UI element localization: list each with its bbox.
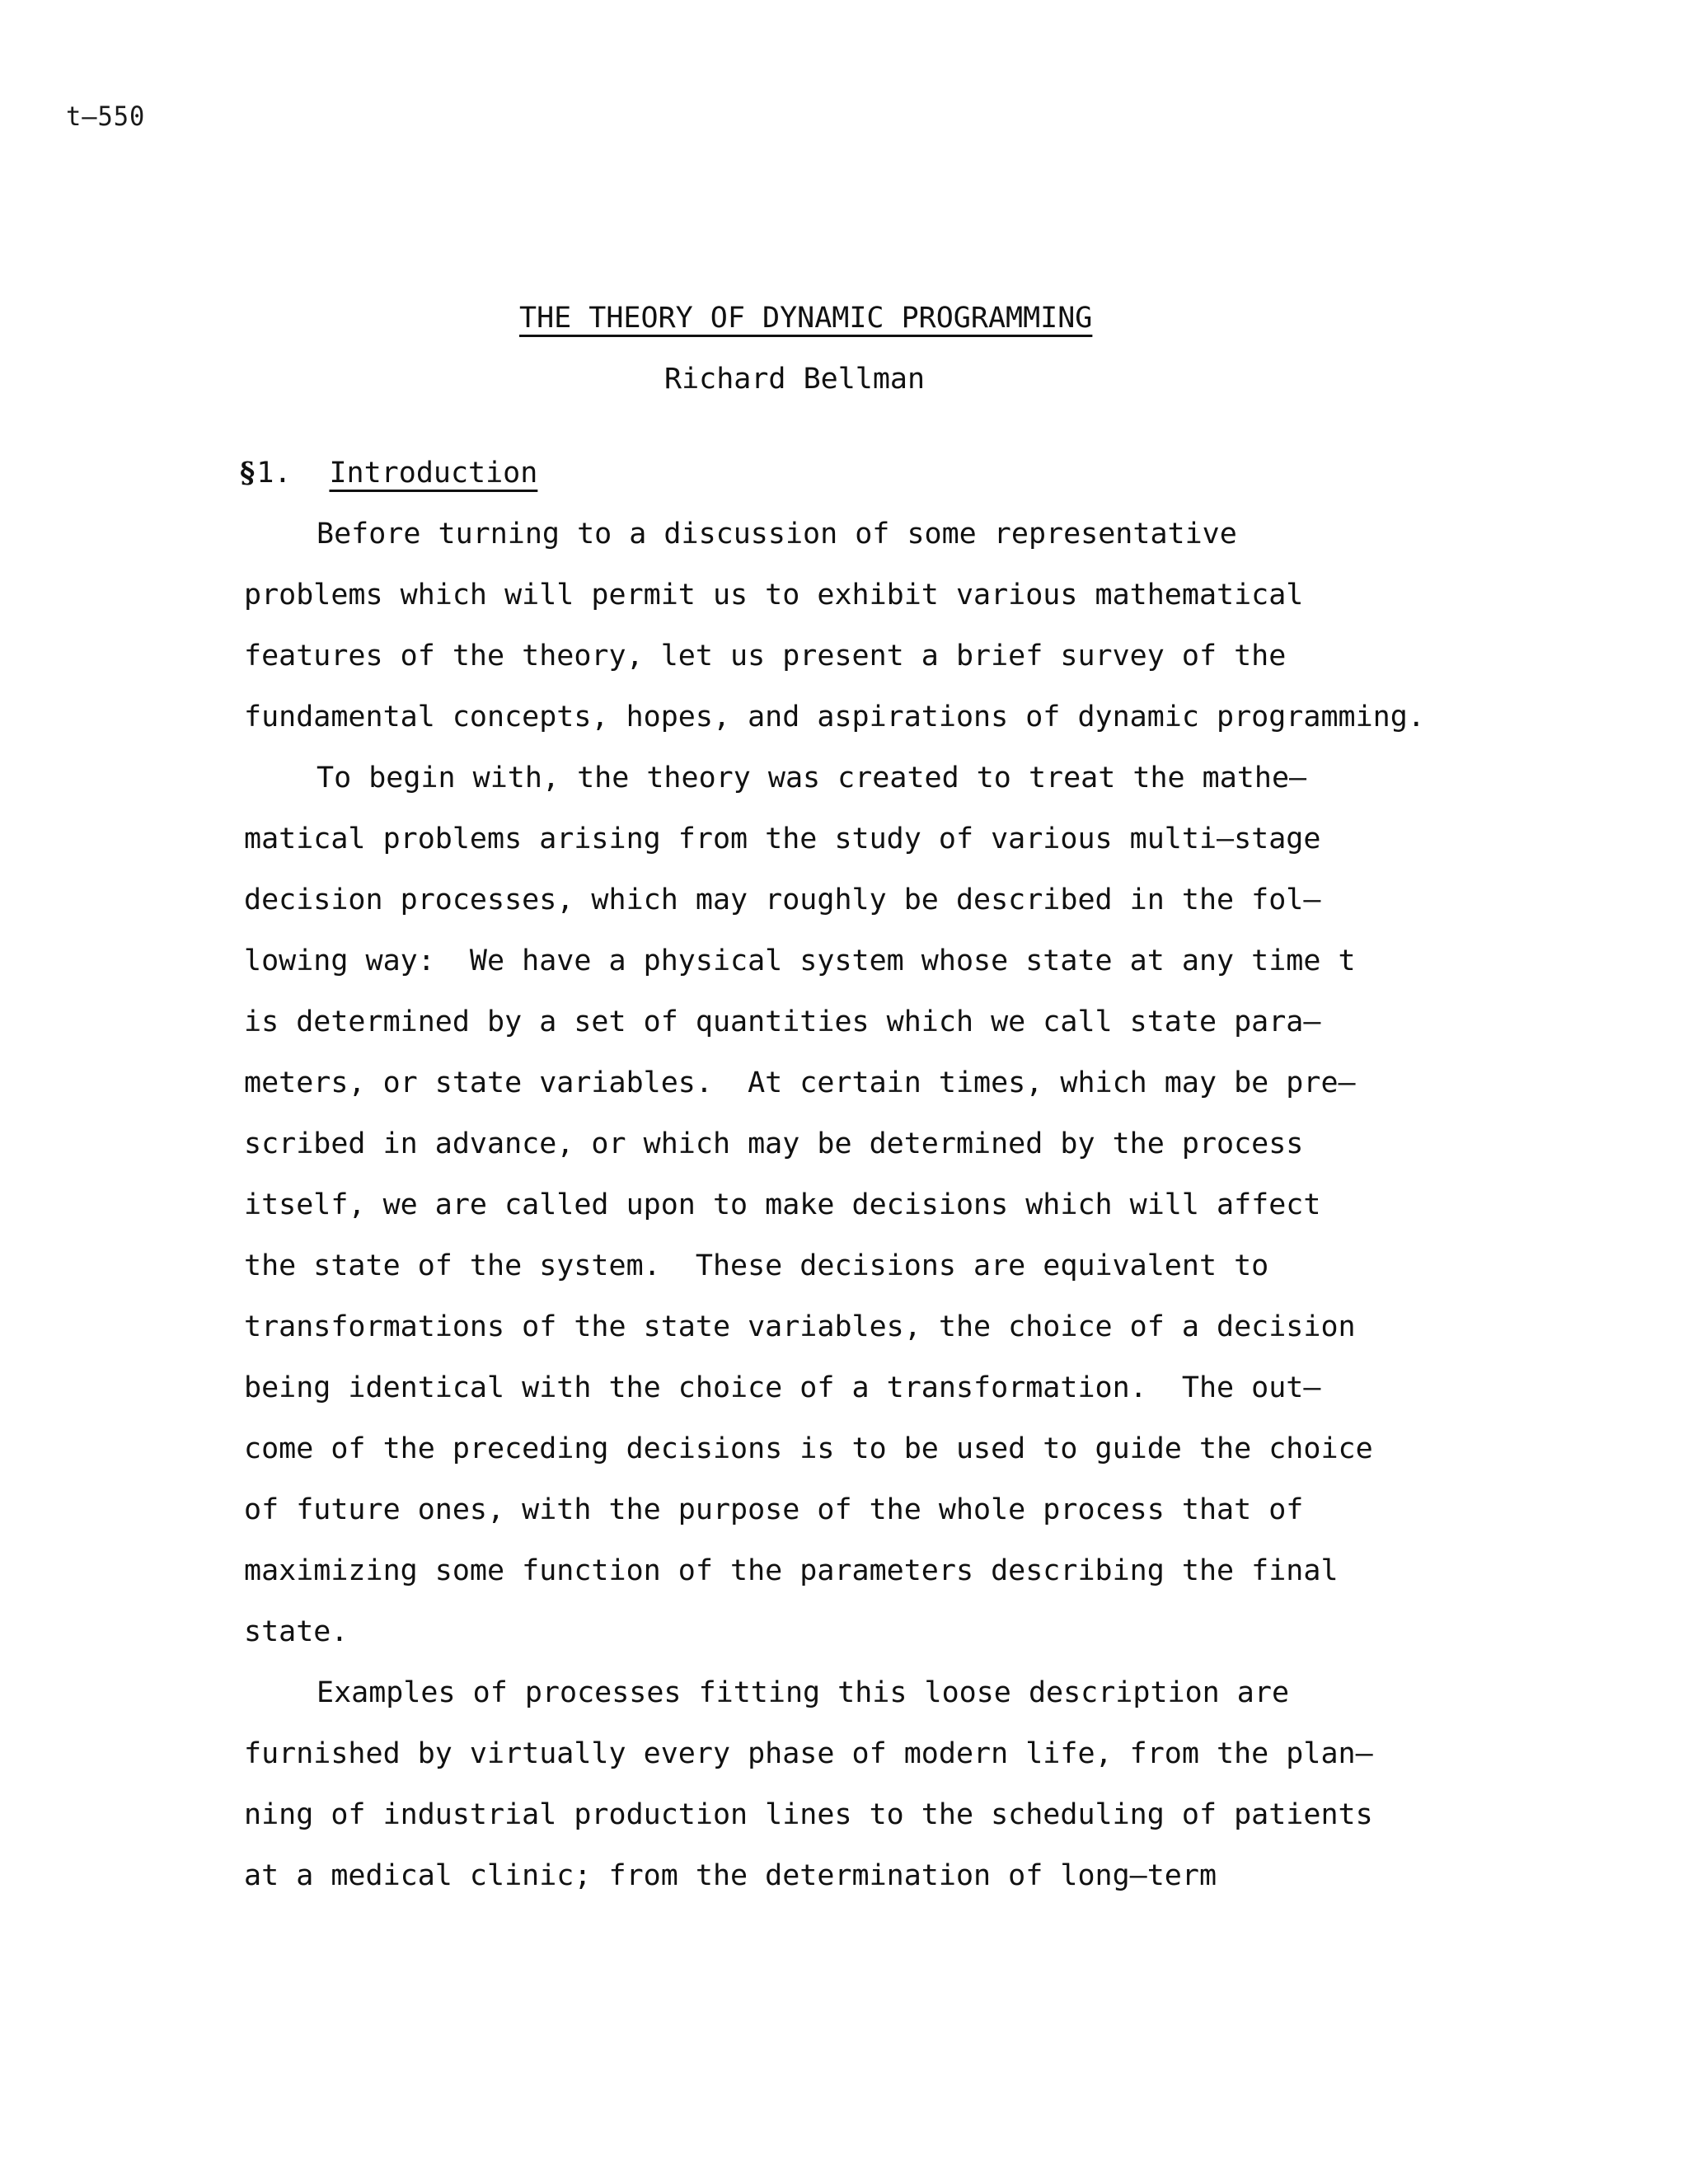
document-title: THE THEORY OF DYNAMIC PROGRAMMING xyxy=(519,302,1093,335)
body-line: problems which will permit us to exhibit various mathematical xyxy=(244,579,1304,612)
body-line: furnished by virtually every phase of modern life, from the plan— xyxy=(244,1737,1373,1770)
body-line: features of the theory, let us present a brief survey of the xyxy=(244,640,1287,673)
body-line: meters, or state variables. At certain times, which may be pre— xyxy=(244,1066,1356,1099)
body-line: is determined by a set of quantities which we call state para— xyxy=(244,1005,1321,1038)
body-line: state. xyxy=(244,1615,349,1648)
author-name: Richard Bellman xyxy=(664,363,926,396)
section-sign: § xyxy=(240,456,256,490)
body-line: maximizing some function of the parameters describing the final xyxy=(244,1554,1339,1587)
body-line: Before turning to a discussion of some representative xyxy=(316,518,1237,551)
document-id: t—550 xyxy=(66,101,146,132)
body-line: transformations of the state variables, the choice of a decision xyxy=(244,1310,1356,1343)
body-line: lowing way: We have a physical system whose state at any time t xyxy=(244,944,1356,977)
section-title: Introduction xyxy=(329,457,538,490)
body-line: ning of industrial production lines to the scheduling of patients xyxy=(244,1798,1373,1831)
body-line: decision processes, which may roughly be described in the fol— xyxy=(244,883,1321,916)
body-line: of future ones, with the purpose of the whole process that of xyxy=(244,1493,1304,1526)
body-line: being identical with the choice of a transformation. The out— xyxy=(244,1371,1321,1404)
body-line: scribed in advance, or which may be determined by the process xyxy=(244,1127,1304,1160)
section-number: 1. xyxy=(256,457,292,490)
body-line: matical problems arising from the study of various multi—stage xyxy=(244,823,1321,855)
body-line: To begin with, the theory was created to treat the mathe— xyxy=(316,762,1307,794)
body-line: the state of the system. These decisions are equivalent to xyxy=(244,1249,1269,1282)
section-heading xyxy=(240,455,537,491)
body-line: fundamental concepts, hopes, and aspirations of dynamic programming. xyxy=(244,701,1425,733)
body-line: at a medical clinic; from the determination of long—term xyxy=(244,1859,1217,1892)
body-line: Examples of processes fitting this loose description are xyxy=(316,1676,1290,1709)
body-line: come of the preceding decisions is to be used to guide the choice xyxy=(244,1432,1373,1465)
body-line: itself, we are called upon to make decisions which will affect xyxy=(244,1188,1321,1221)
